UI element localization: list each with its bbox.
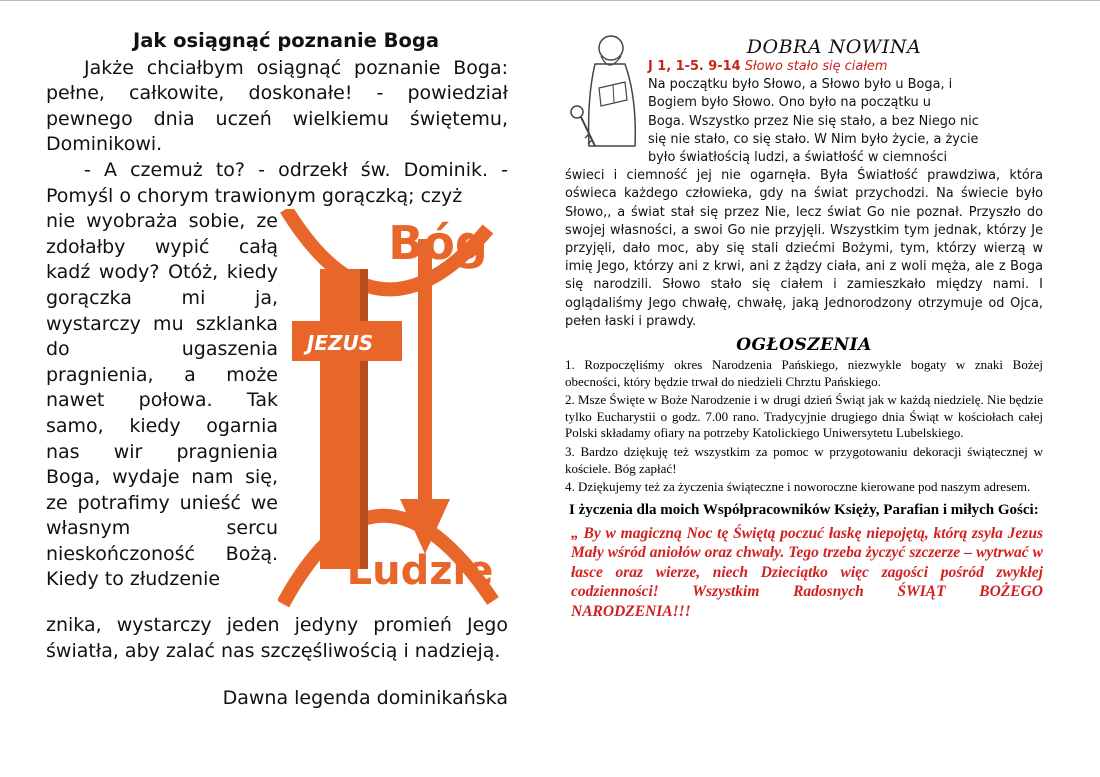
announcement-item: 1. Rozpoczęliśmy okres Narodzenia Pańskiego, niezwykle bogaty w znaki Bożej obecności, który będzie trwał do niedzieli Chrztu Pańskiego. bbox=[565, 357, 1043, 389]
logo-word-bog: Bóg bbox=[388, 216, 488, 271]
gospel-reference: J 1, 1-5. 9-14 bbox=[648, 59, 741, 74]
top-border-line bbox=[0, 0, 1100, 1]
wishes-heading: I życzenia dla moich Współpracowników Księży, Parafian i miłych Gości: bbox=[569, 501, 1039, 518]
right-column bbox=[565, 28, 1043, 621]
announcement-item: 2. Msze Święte w Boże Narodzenie i w drugi dzień Świąt jak w każdą niedzielę. Nie będzie tylko Eucharystii o godz. 7.00 rano. Tradycyjnie drugiego dnia Świąt w kościołach całej Polski składamy ofiary na potrzeby Katolickiego Uniwersytetu Lubelskiego. bbox=[565, 392, 1043, 441]
gospel-line: Na początku było Słowo, a Słowo było u Boga, i bbox=[648, 77, 953, 93]
gospel-line: się nie stało, co się stało. W Nim było życie, a życie bbox=[648, 131, 979, 147]
saint-peter-illustration-icon bbox=[565, 28, 643, 158]
article-paragraph-float: nie wyobraża sobie, ze zdołałby wypić całą kadź wody? Otóż, kiedy gorączka mi ja, wystarczy mu szklanka do ugaszenia pragnienia, a może nawet połowa. Tak samo, kiedy ogarnia nas wir pragnienia Boga, wydaje nam się, ze potrafimy unieść we własnym sercu nieskończoność Bożą. Kiedy to złudzenie bbox=[46, 210, 278, 591]
logo-graphic bbox=[278, 209, 508, 613]
article-title: Jak osiągnąć poznanie Boga bbox=[132, 29, 440, 52]
gospel-text: świeci i ciemność jej nie ogarnęła. Była Światłość prawdziwa, która oświeca każdego człowieka, gdy na świat przychodzi. Na świecie było Słowo,, a świat stał się przez Nie, lecz świat Go nie poznał. Przyszło do swojej własności, a swoi Go nie przyjęli. Wszystkim tym jednak, którzy Je przyjęli, dało moc, aby się stali dziećmi Bożymi, tym, którzy wierzą w imię Jego, którzy ani z krwi, ani z żądzy ciała, ani z woli męża, ale z Boga się narodzili. Słowo stało się ciałem i zamieszkało między nami. I oglądaliśmy Jego chwałę, chwałę, jaką Jednorodzony otrzymuje od Ojca, pełen łaski i prawdy. bbox=[565, 168, 1043, 329]
article-paragraph-1: Jakże chciałbym osiągnąć poznanie Boga: pełne, całkowite, doskonałe! - powiedział pewnego dnia uczeń wielkiemu świętemu, Dominikowi. bbox=[46, 56, 508, 156]
christmas-wishes: „ By w magiczną Noc tę Świętą poczuć łaskę niepojętą, którą zsyła Jezus Mały wśród aniołów oraz chwały. Tego trzeba życzyć szczerze – wytrwać w łasce oraz wierze, niech Dzieciątko więc zagości pośród zwykłej codzienności! Wszystkim Radosnych ŚWIĄT BOŻEGO NARODZENIA!!! bbox=[571, 524, 1043, 620]
left-column bbox=[46, 28, 508, 712]
cross-shadow bbox=[360, 269, 368, 569]
gospel-line: było światłością ludzi, a światłość w ciemności bbox=[648, 150, 948, 166]
article-signature: Dawna legenda dominikańska bbox=[222, 687, 508, 710]
gospel-line: Bogiem było Słowo. Ono było na początku u bbox=[648, 95, 931, 111]
text-with-logo bbox=[46, 209, 508, 613]
announcement-item: 4. Dziękujemy też za życzenia świąteczne i noworoczne kierowane pod naszym adresem. bbox=[565, 479, 1031, 495]
logo-word-ludzie: Ludzie bbox=[346, 548, 494, 595]
announcement-item: 3. Bardzo dziękuję też wszystkim za pomoc w przygotowaniu dekoracji świątecznej w kościele. Bóg zapłać! bbox=[565, 444, 1043, 476]
gospel-subtitle: Słowo stało się ciałem bbox=[744, 59, 888, 74]
gospel-line: Boga. Wszystko przez Nie się stało, a bez Niego nic bbox=[648, 113, 979, 129]
saint-drawing bbox=[565, 28, 643, 158]
arrow-shaft bbox=[418, 239, 432, 509]
article-paragraph-3: znika, wystarczy jeden jedyny promień Jego światła, aby zalać nas szczęśliwością i nadzieją. bbox=[46, 614, 508, 662]
cross-vertical-bar bbox=[320, 269, 360, 569]
section-title-dobra-nowina: DOBRA NOWINA bbox=[746, 36, 922, 58]
article-paragraph-2: - A czemuż to? - odrzekł św. Dominik. - Pomyśl o chorym trawionym gorączką; czyż bbox=[46, 158, 508, 207]
bog-jezus-ludzie-logo bbox=[278, 209, 508, 613]
logo-word-jezus: JEZUS bbox=[306, 331, 374, 356]
section-title-ogloszenia: OGŁOSZENIA bbox=[736, 335, 872, 356]
